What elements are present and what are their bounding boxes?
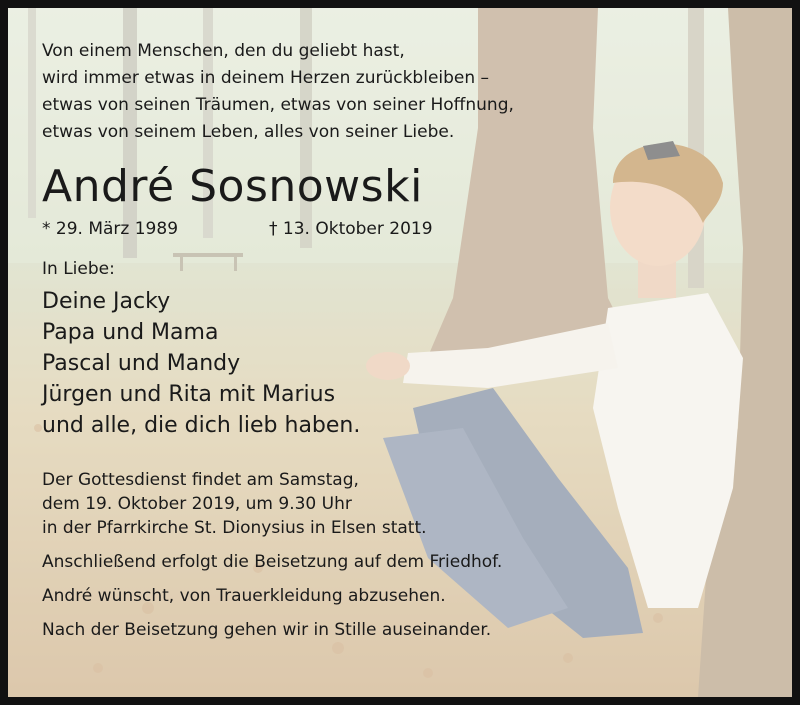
notes (42, 550, 772, 642)
service-line: in der Pfarrkirche St. Dionysius in Elsen statt. (42, 518, 427, 538)
mourner: Papa und Mama (42, 320, 219, 345)
deceased-name: André Sosnowski (42, 161, 423, 212)
mourners-list (42, 286, 772, 441)
note-line: Nach der Beisetzung gehen wir in Stille auseinander. (42, 620, 492, 640)
mourner: Pascal und Mandy (42, 351, 241, 376)
mourner: und alle, die dich lieb haben. (42, 413, 361, 438)
verse (42, 38, 772, 146)
mourner: Deine Jacky (42, 289, 171, 314)
note-line: Anschließend erfolgt die Beisetzung auf dem Friedhof. (42, 552, 503, 572)
mourners-intro: In Liebe: (42, 259, 115, 279)
obituary-text (42, 38, 772, 642)
verse-line: etwas von seinen Träumen, etwas von seiner Hoffnung, (42, 95, 514, 115)
note-line: André wünscht, von Trauerkleidung abzusehen. (42, 586, 446, 606)
service-info (42, 468, 772, 540)
mourner: Jürgen und Rita mit Marius (42, 382, 336, 407)
verse-line: wird immer etwas in deinem Herzen zurückbleiben – (42, 68, 490, 88)
service-line: dem 19. Oktober 2019, um 9.30 Uhr (42, 494, 352, 514)
mourners (42, 256, 772, 441)
verse-line: Von einem Menschen, den du geliebt hast, (42, 41, 405, 61)
life-dates (42, 216, 772, 242)
verse-line: etwas von seinem Leben, alles von seiner Liebe. (42, 122, 455, 142)
death-date: † 13. Oktober 2019 (269, 219, 433, 239)
service-line: Der Gottesdienst findet am Samstag, (42, 470, 359, 490)
birth-date: * 29. März 1989 (42, 219, 179, 239)
